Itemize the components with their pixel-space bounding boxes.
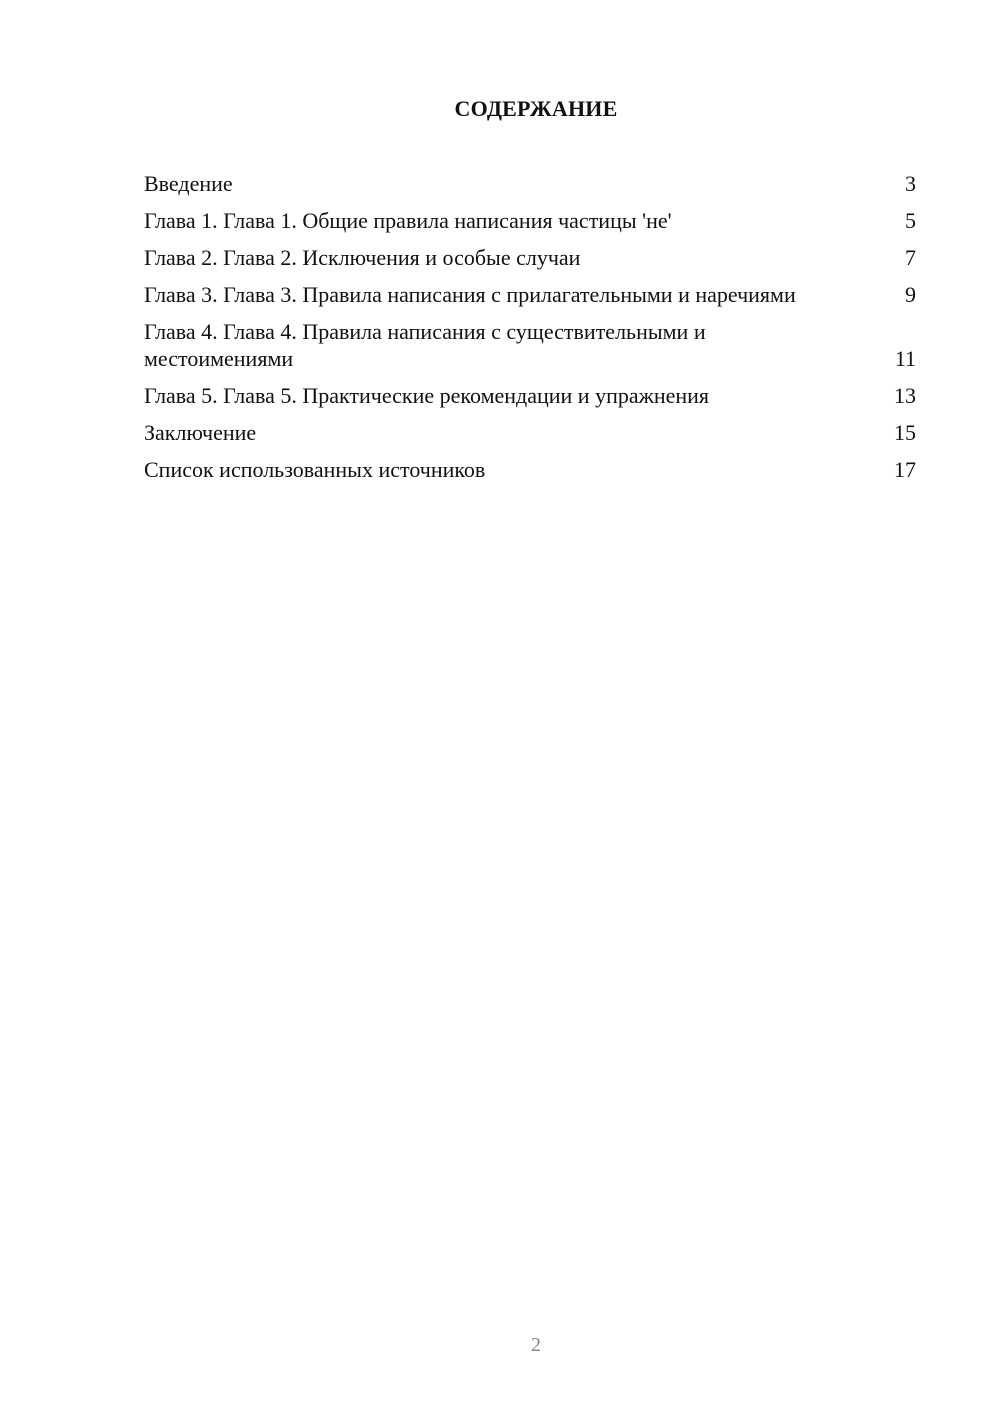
toc-entry-chapter-4 xyxy=(144,318,920,372)
toc-entry-label: Заключение xyxy=(144,420,257,445)
toc-entry-label: Глава 4. Глава 4. Правила написания с существительными и местоимениями xyxy=(144,319,706,371)
toc-entry-page: 11 xyxy=(894,346,916,371)
page-number: 2 xyxy=(531,1334,541,1356)
toc-entry-page: 15 xyxy=(894,420,916,445)
toc-entry-introduction xyxy=(144,170,920,197)
toc-entry-chapter-3 xyxy=(144,281,920,308)
toc-entry-label: Глава 5. Глава 5. Практические рекомендации и упражнения xyxy=(144,383,710,408)
toc-heading: СОДЕРЖАНИЕ xyxy=(454,96,618,121)
table-of-contents xyxy=(144,170,920,493)
toc-entry-chapter-2 xyxy=(144,244,920,271)
toc-entry-page: 13 xyxy=(894,383,916,408)
toc-entry-chapter-1 xyxy=(144,207,920,234)
toc-entry-label: Список использованных источников xyxy=(144,457,486,482)
toc-entry-page: 9 xyxy=(905,282,916,307)
toc-entry-label: Глава 3. Глава 3. Правила написания с прилагательными и наречиями xyxy=(144,282,796,307)
toc-entry-page: 5 xyxy=(905,208,916,233)
toc-entry-label: Глава 2. Глава 2. Исключения и особые случаи xyxy=(144,245,581,270)
toc-entry-chapter-5 xyxy=(144,382,920,409)
toc-entry-page: 7 xyxy=(905,245,916,270)
toc-entry-conclusion xyxy=(144,419,920,446)
toc-entry-references xyxy=(144,456,920,483)
toc-entry-label: Глава 1. Глава 1. Общие правила написания частицы 'не' xyxy=(144,208,672,233)
toc-entry-label: Введение xyxy=(144,171,233,196)
toc-entry-page: 3 xyxy=(905,171,916,196)
toc-entry-page: 17 xyxy=(894,457,916,482)
